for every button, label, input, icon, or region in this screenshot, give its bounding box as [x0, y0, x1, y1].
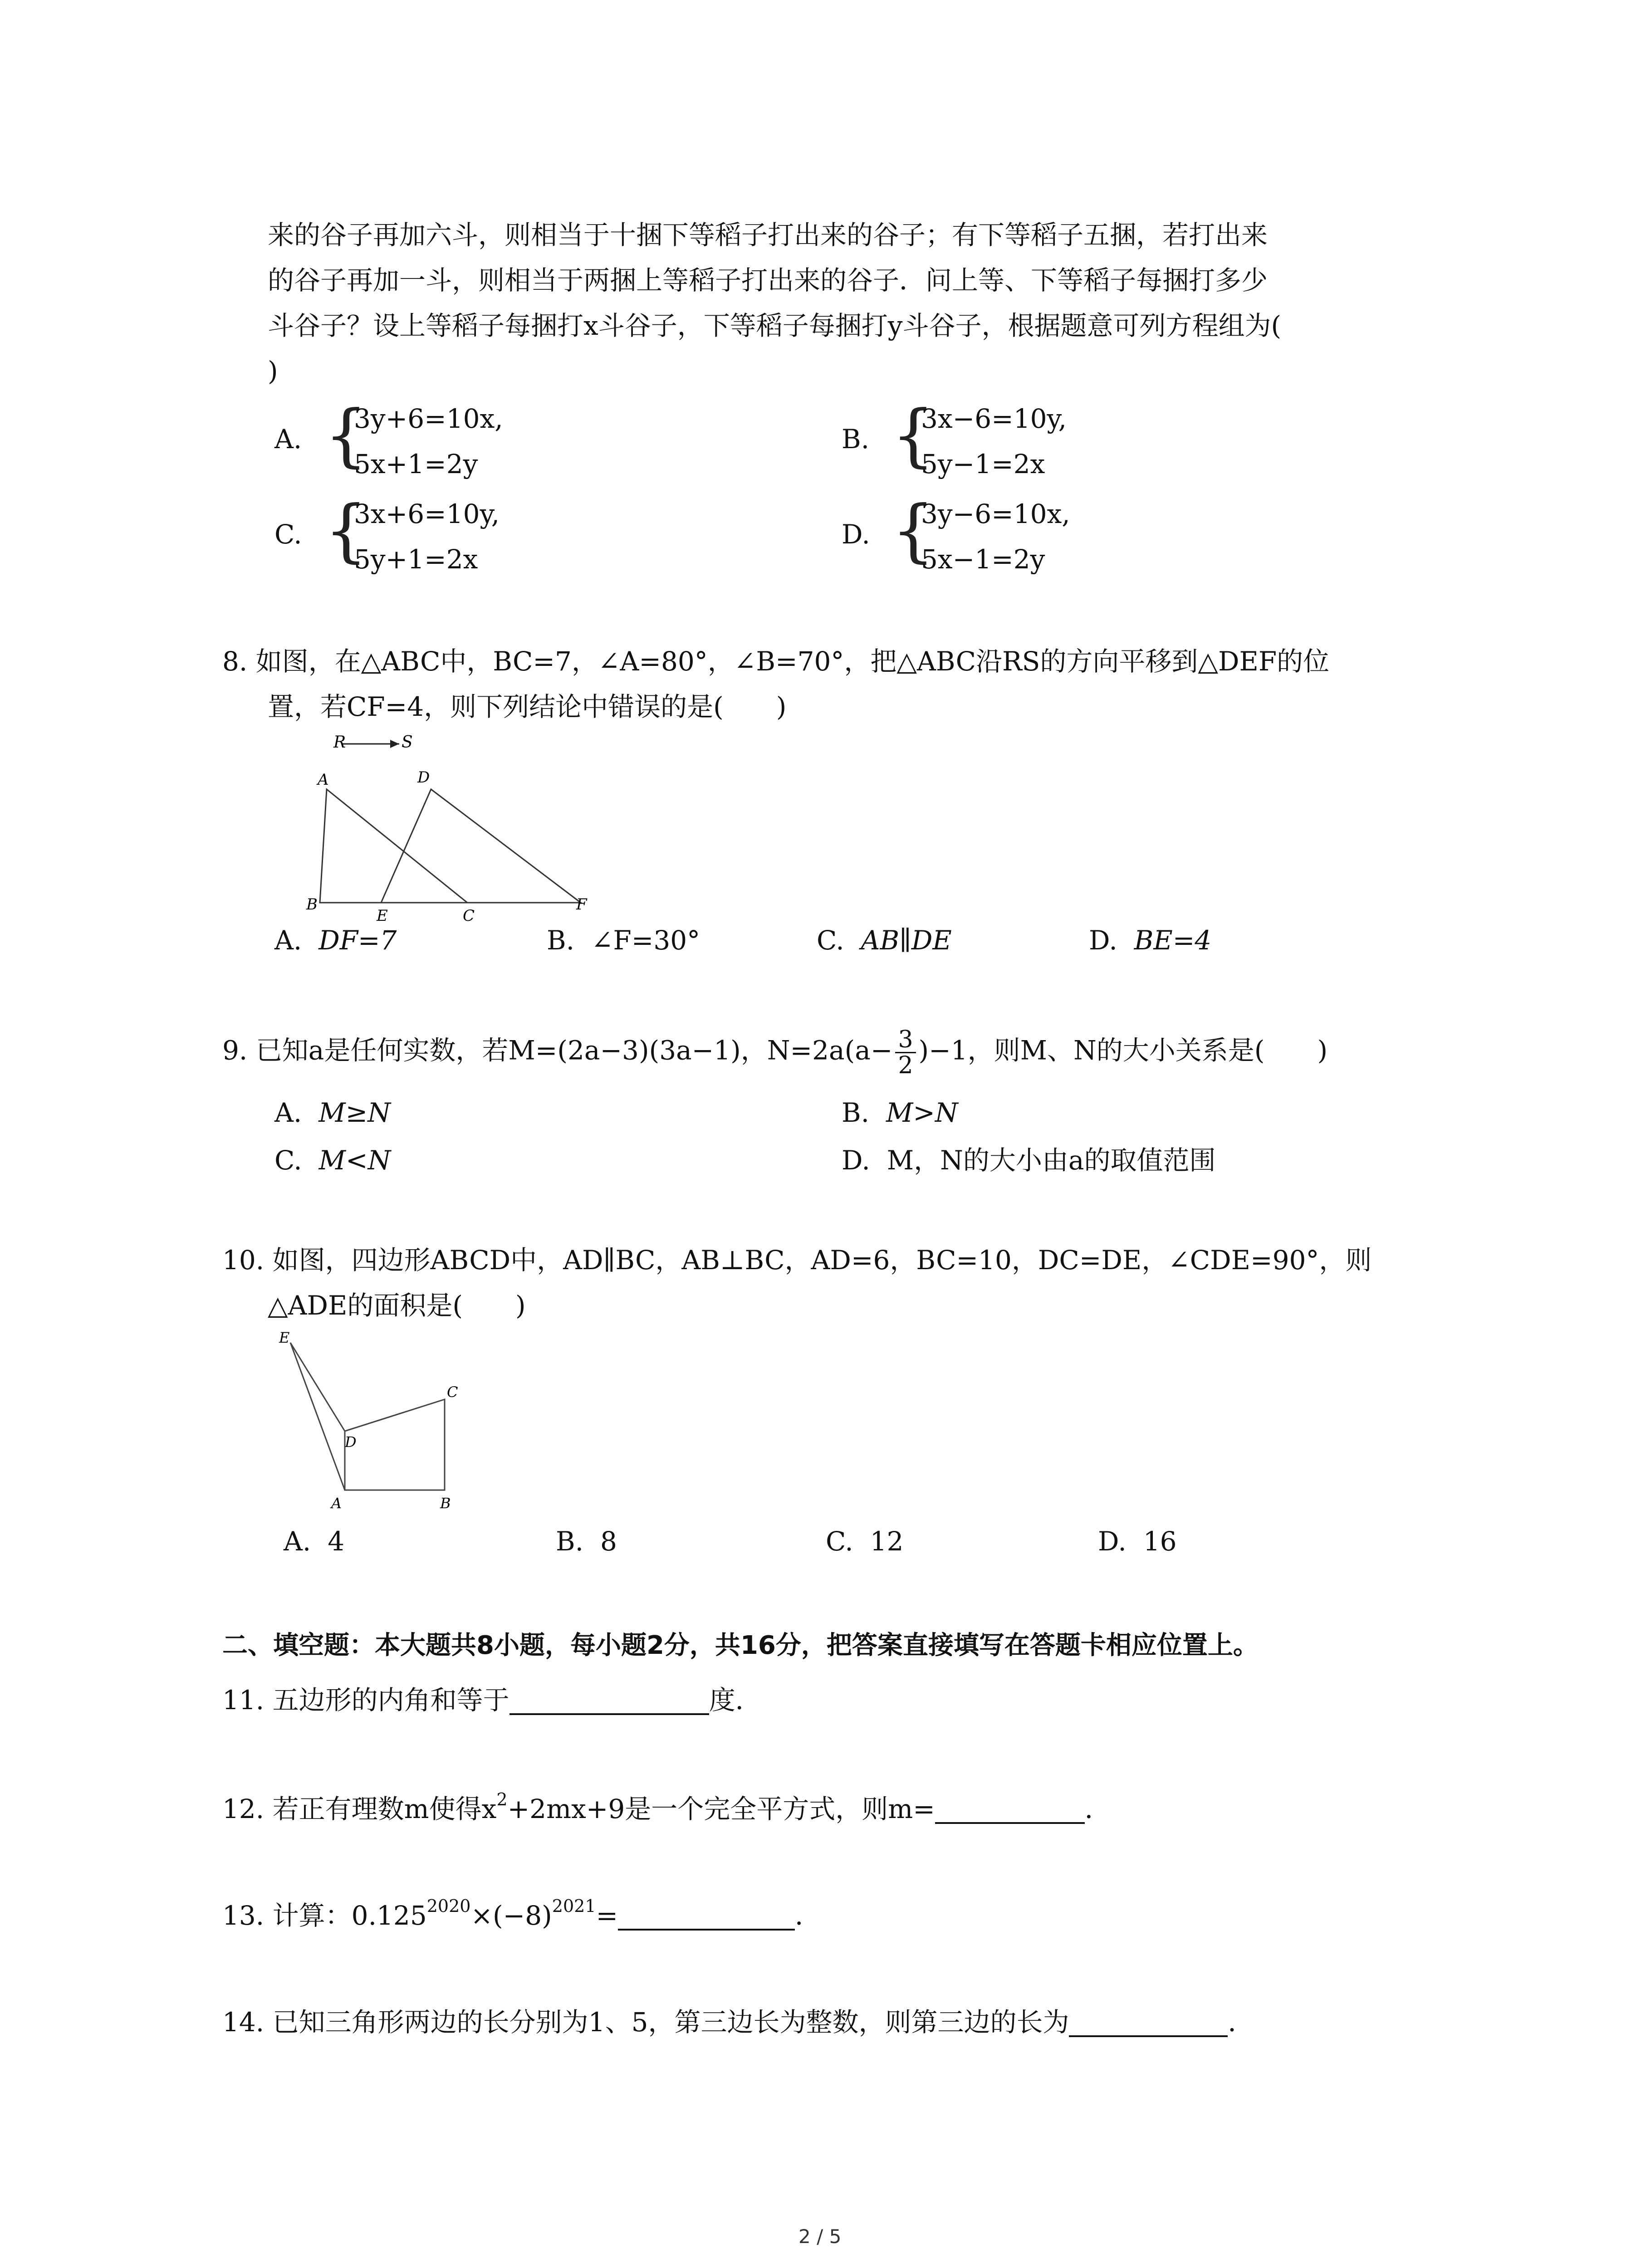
q10-label-b: B — [440, 1495, 451, 1512]
q13-exponent-2: 2021 — [552, 1896, 596, 1916]
q9-fraction — [895, 1027, 916, 1078]
q8-label-b: B — [306, 895, 318, 914]
q10-option-b-text: 8 — [600, 1526, 617, 1557]
q7-option-c-brace: { — [324, 491, 368, 570]
q8-option-d-text: BE=4 — [1134, 925, 1212, 956]
q7-option-a-label: A. — [274, 424, 302, 455]
q8-label-e: E — [377, 907, 388, 925]
q8-option-c — [817, 925, 952, 955]
q13-equals: = — [596, 1900, 618, 1931]
q8-label-a: A — [318, 771, 329, 789]
q9-option-c — [274, 1145, 391, 1175]
q7-option-b-eq2: 5y−1=2x — [921, 449, 1045, 479]
q10-option-d — [1098, 1526, 1177, 1556]
q9-prefix: 9. 已知a是任何实数，若M=(2a−3)(3a−1)，N=2a(a− — [222, 1035, 893, 1066]
q10-line-2: △ADE的面积是( ) — [268, 1290, 526, 1321]
q8-option-d — [1089, 925, 1211, 955]
q8-option-a-label: A. — [274, 925, 302, 956]
q12-prefix: 12. 若正有理数m使得x — [222, 1794, 497, 1824]
q8-label-c: C — [463, 907, 475, 925]
q7-option-c-label: C. — [274, 519, 302, 550]
q8-label-r: R — [333, 733, 346, 752]
q7-line-3: 斗谷子？设上等稻子每捆打x斗谷子，下等稻子每捆打y斗谷子，根据题意可列方程组为( — [268, 310, 1282, 341]
q10-figure — [277, 1329, 485, 1520]
q9-suffix: )−1，则M、N的大小关系是( ) — [918, 1035, 1328, 1066]
q7-option-a-eq1: 3y+6=10x, — [354, 403, 503, 434]
q8-rs-arrowhead — [390, 740, 399, 748]
q11-prefix: 11. 五边形的内角和等于 — [222, 1685, 509, 1716]
q9-option-d — [842, 1145, 1215, 1175]
section-2-heading: 二、填空题：本大题共8小题，每小题2分，共16分，把答案直接填写在答题卡相应位置上。 — [222, 1631, 1259, 1660]
q9-stem — [222, 1027, 1327, 1078]
q10-option-d-text: 16 — [1143, 1526, 1177, 1557]
q7-option-d-label: D. — [842, 519, 870, 550]
q8-line-1: 8. 如图，在△ABC中，BC=7，∠A=80°，∠B=70°，把△ABC沿RS的方向平移到△DEF的位 — [222, 646, 1330, 677]
q7-option-c-eq1: 3x+6=10y, — [354, 499, 500, 529]
q9-option-a-text: M≥N — [318, 1097, 391, 1128]
q8-option-c-label: C. — [817, 925, 844, 956]
q11 — [222, 1685, 762, 1715]
q10-label-d: D — [345, 1433, 357, 1451]
q13 — [222, 1896, 822, 1931]
q12 — [222, 1789, 1111, 1824]
q12-middle: +2mx+9是一个完全平方式，则m= — [507, 1794, 935, 1824]
q10-quadrilateral-abcd — [345, 1399, 445, 1490]
q14-answer-blank[interactable] — [1069, 2010, 1228, 2037]
q7-option-d-brace: { — [892, 491, 935, 570]
q10-line-1: 10. 如图，四边形ABCD中，AD∥BC，AB⊥BC，AD=6，BC=10，DC=DE，∠CDE=90°，则 — [222, 1245, 1372, 1276]
q10-option-c — [826, 1526, 903, 1556]
q13-suffix: ． — [795, 1900, 822, 1931]
q7-option-b-eq1: 3x−6=10y, — [921, 403, 1067, 434]
q14-prefix: 14. 已知三角形两边的长分别为1、5，第三边长为整数，则第三边的长为 — [222, 2007, 1069, 2038]
q9-option-d-text: M，N的大小由a的取值范围 — [887, 1145, 1216, 1176]
q12-suffix: ． — [1084, 1794, 1111, 1824]
q7-option-c-eq2: 5y+1=2x — [354, 544, 478, 575]
q10-option-c-text: 12 — [870, 1526, 904, 1557]
q8-triangle-def — [381, 789, 581, 903]
q9-frac-den: 2 — [898, 1052, 913, 1079]
page-number: 2 / 5 — [798, 2225, 842, 2248]
q11-answer-blank[interactable] — [509, 1688, 709, 1715]
q10-label-c: C — [447, 1383, 458, 1401]
q9-frac-num: 3 — [895, 1027, 916, 1053]
q10-segment-ea — [290, 1343, 345, 1490]
q10-label-a: A — [331, 1495, 342, 1512]
q9-option-c-label: C. — [274, 1145, 302, 1176]
q8-option-d-label: D. — [1089, 925, 1117, 956]
q9-option-b-text: M>N — [886, 1097, 958, 1128]
q11-suffix: 度． — [709, 1685, 762, 1716]
q7-option-a-eq2: 5x+1=2y — [354, 449, 478, 479]
q7-line-2: 的谷子再加一斗，则相当于两捆上等稻子打出来的谷子．问上等、下等稻子每捆打多少 — [268, 265, 1268, 296]
q10-option-b-label: B. — [556, 1526, 584, 1557]
q10-option-d-label: D. — [1098, 1526, 1127, 1557]
q8-option-a-text: DF=7 — [318, 925, 397, 956]
q7-option-b-label: B. — [842, 424, 870, 455]
q8-option-b — [547, 925, 700, 955]
q7-option-d-eq1: 3y−6=10x, — [921, 499, 1070, 529]
q7-option-d-eq2: 5x−1=2y — [921, 544, 1045, 575]
q9-option-d-label: D. — [842, 1145, 870, 1176]
q9-option-c-text: M<N — [318, 1145, 391, 1176]
q8-option-a — [274, 925, 397, 955]
q10-option-c-label: C. — [826, 1526, 853, 1557]
q7-line-4: ) — [268, 356, 278, 386]
q8-label-f: F — [576, 895, 587, 914]
q13-answer-blank[interactable] — [618, 1903, 795, 1931]
q8-option-b-label: B. — [547, 925, 575, 956]
q7-option-b-brace: { — [892, 396, 935, 475]
q13-prefix: 13. 计算：0.125 — [222, 1900, 427, 1931]
q13-exponent-1: 2020 — [426, 1896, 471, 1916]
q8-option-b-text: ∠F=30° — [591, 925, 700, 956]
q10-label-e: E — [279, 1329, 290, 1346]
q10-option-a-label: A. — [284, 1526, 311, 1557]
q14-suffix: ． — [1228, 2007, 1254, 2038]
q9-option-b — [842, 1098, 958, 1128]
q8-line-2: 置，若CF=4，则下列结论中错误的是( ) — [268, 691, 787, 722]
q7-line-1: 来的谷子再加六斗，则相当于十捆下等稻子打出来的谷子；有下等稻子五捆，若打出来 — [268, 220, 1268, 250]
q9-option-b-label: B. — [842, 1097, 870, 1128]
q9-option-a — [274, 1098, 391, 1128]
q13-middle: ×(−8) — [470, 1900, 552, 1931]
q8-option-c-text: AB∥DE — [861, 925, 952, 956]
q7-option-a-brace: { — [324, 396, 368, 475]
q8-label-s: S — [402, 733, 413, 752]
q8-figure — [263, 726, 608, 930]
q14 — [222, 2007, 1254, 2037]
q9-option-a-label: A. — [274, 1097, 302, 1128]
q8-triangle-abc — [320, 789, 467, 903]
q12-answer-blank[interactable] — [935, 1797, 1085, 1824]
q10-option-b — [556, 1526, 617, 1556]
q10-option-a-text: 4 — [328, 1526, 345, 1557]
q8-label-d: D — [417, 768, 430, 787]
q12-exponent: 2 — [496, 1789, 508, 1809]
q10-option-a — [284, 1526, 344, 1556]
